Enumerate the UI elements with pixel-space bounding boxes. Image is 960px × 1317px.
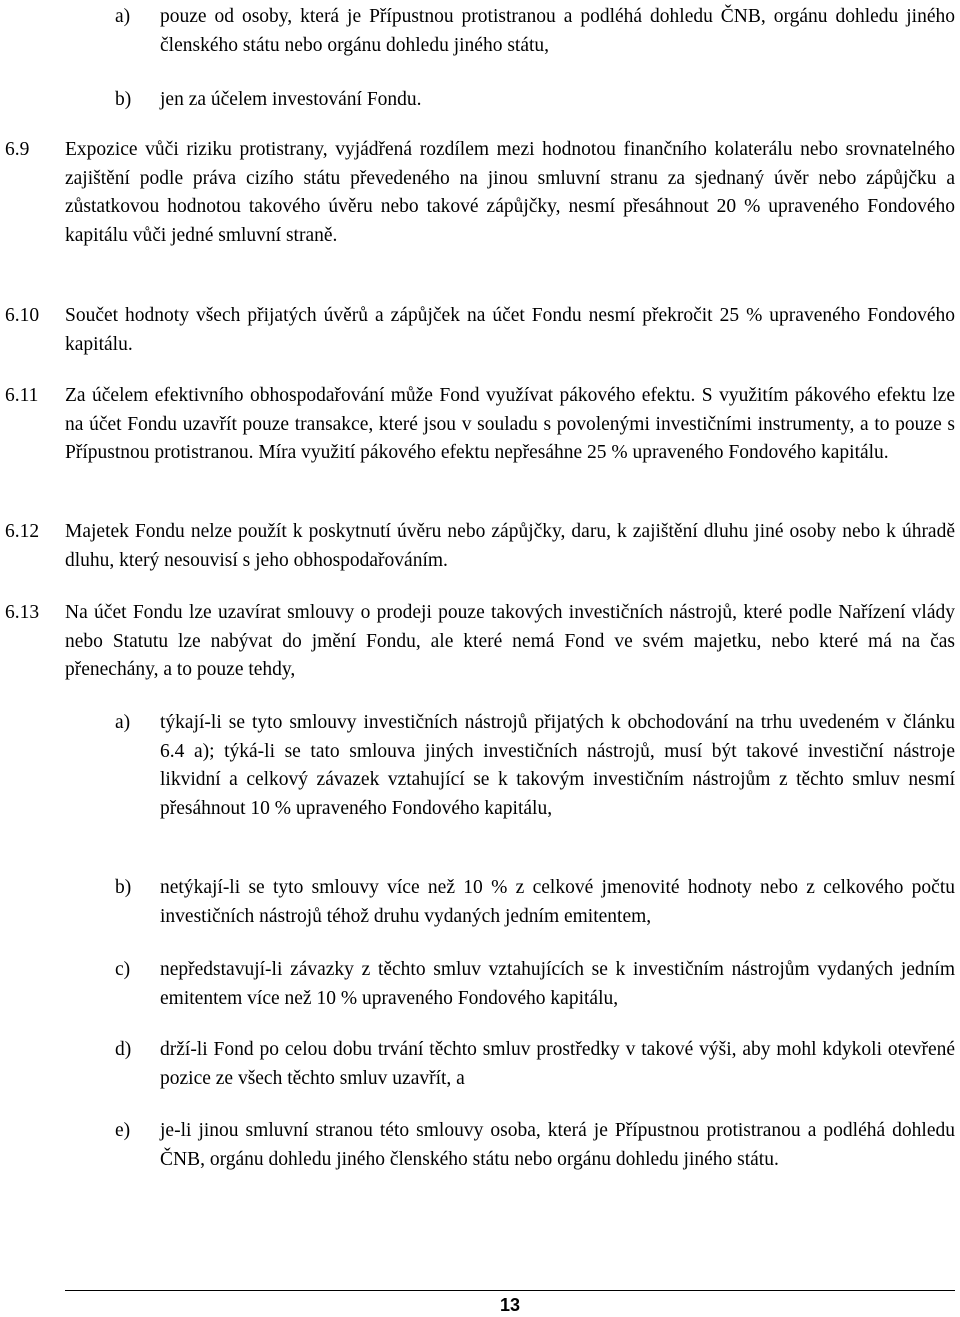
section-number: 6.10 <box>5 305 40 326</box>
section-text: Expozice vůči riziku protistrany, vyjádřená rozdílem mezi hodnotou finančního kolaterálu nebo srovnatelného zajištění podle práva cizího státu převedeného na jinou smluvní stranu za sjednaný úvěr nebo zápůjčku a zůstatkovou hodnotou takového úvěru nebo takové zápůjčky, nesmí přesáhnout 20 % upraveného Fondového kapitálu vůči jedné smluvní straně. <box>65 139 955 246</box>
page-number: 13 <box>499 1295 521 1315</box>
list-item-text: nepředstavují-li závazky z těchto smluv vztahujících se k investičním nástrojům vydaných jedním emitentem více než 10 % upraveného Fondového kapitálu, <box>160 959 955 1009</box>
list-item-text: je-li jinou smluvní stranou této smlouvy osoba, která je Přípustnou protistranou a podléhá dohledu ČNB, orgánu dohledu jiného členského státu nebo orgánu dohledu jiného státu. <box>160 1120 955 1170</box>
list-item-label: b) <box>115 877 132 898</box>
list-item-text: pouze od osoby, která je Přípustnou protistranou a podléhá dohledu ČNB, orgánu dohledu jiného členského státu nebo orgánu dohledu jiného státu, <box>160 6 955 56</box>
list-item-text: drží-li Fond po celou dobu trvání těchto smluv prostředky v takové výši, aby mohl kdykoli otevřené pozice ze všech těchto smluv uzavřít, a <box>160 1039 955 1089</box>
list-item-label: a) <box>115 6 131 27</box>
section-text: Majetek Fondu nelze použít k poskytnutí úvěru nebo zápůjčky, daru, k zajištění dluhu jiné osoby nebo k úhradě dluhu, který nesouvisí s jeho obhospodařováním. <box>65 521 955 571</box>
list-item-label: d) <box>115 1039 132 1060</box>
section-text: Za účelem efektivního obhospodařování může Fond využívat pákového efektu. S využitím pákového efektu lze na účet Fondu uzavřít pouze transakce, které jsou v souladu s povolenými investičními instrumenty, a to pouze s Přípustnou protistranou. Míra využití pákového efektu nepřesáhne 25 % upraveného Fondového kapitálu. <box>65 385 955 463</box>
list-item-text: jen za účelem investování Fondu. <box>160 89 422 110</box>
list-item-label: a) <box>115 712 131 733</box>
list-item-label: c) <box>115 959 131 980</box>
section-number: 6.11 <box>5 385 39 406</box>
section-number: 6.9 <box>5 139 30 160</box>
list-item-label: b) <box>115 89 132 110</box>
section-text: Součet hodnoty všech přijatých úvěrů a zápůjček na účet Fondu nesmí překročit 25 % upraveného Fondového kapitálu. <box>65 305 955 355</box>
list-item-text: netýkají-li se tyto smlouvy více než 10 % z celkové jmenovité hodnoty nebo z celkového počtu investičních nástrojů téhož druhu vydaných jedním emitentem, <box>160 877 955 927</box>
footer-divider <box>65 1290 955 1291</box>
section-text: Na účet Fondu lze uzavírat smlouvy o prodeji pouze takových investičních nástrojů, které podle Nařízení vlády nebo Statutu lze nabývat do jmění Fondu, ale které nemá Fond ve svém majetku, nebo které má na čas přenechány, a to pouze tehdy, <box>65 602 955 680</box>
section-number: 6.12 <box>5 521 40 542</box>
section-number: 6.13 <box>5 602 40 623</box>
list-item-label: e) <box>115 1120 131 1141</box>
list-item-text: týkají-li se tyto smlouvy investičních nástrojů přijatých k obchodování na trhu uvedeném v článku 6.4 a); týká-li se tato smlouva jiných investičních nástrojů, musí být takové investiční nástroje likvidní a celkový závazek vztahující se k takovým investičním nástrojům z těchto smluv nesmí přesáhnout 10 % upraveného Fondového kapitálu, <box>160 712 955 819</box>
